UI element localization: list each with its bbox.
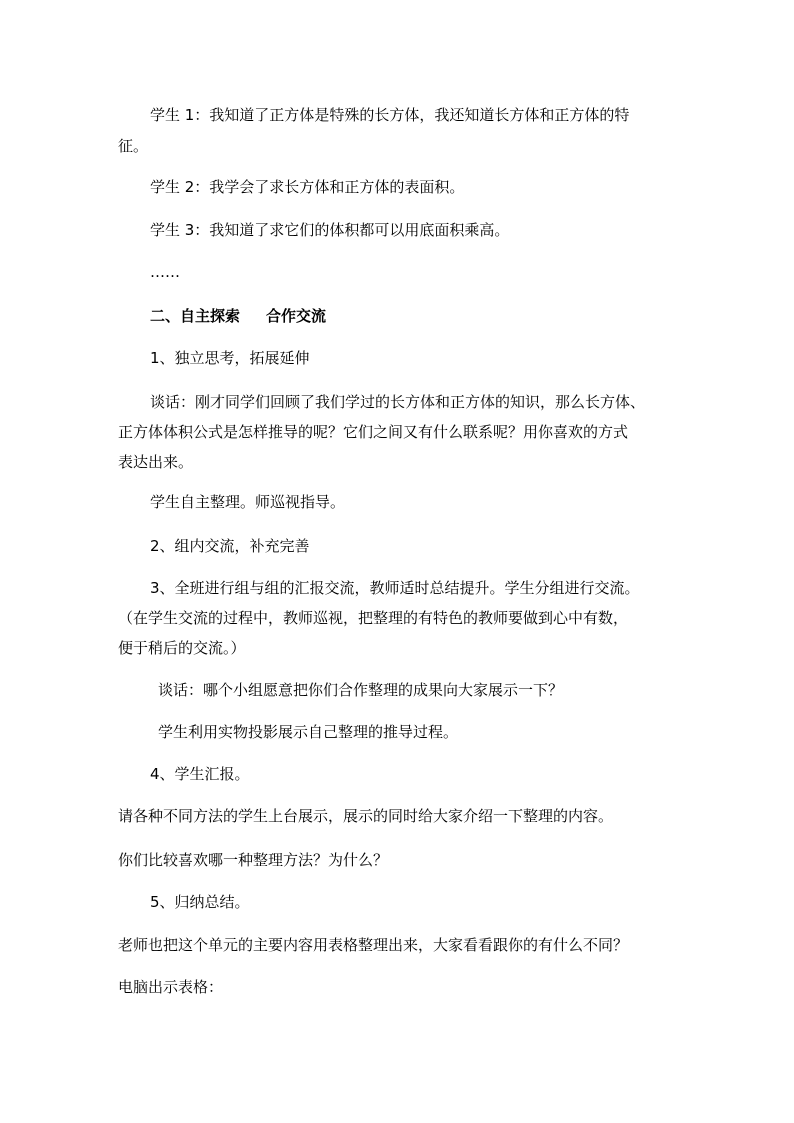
step-heading: 2、组内交流，补充完善 <box>150 537 310 555</box>
text-line: 你们比较喜欢哪一种整理方法？为什么？ <box>118 851 389 869</box>
text-line: （在学生交流的过程中，教师巡视，把整理的有特色的教师要做到心中有数， <box>118 609 629 627</box>
step-heading: 4、学生汇报。 <box>150 765 250 783</box>
text-line: 老师也把这个单元的主要内容用表格整理出来，大家看看跟你的有什么不同？ <box>118 936 629 954</box>
text-line: 学生自主整理。师巡视指导。 <box>150 493 346 511</box>
text-line: 正方体体积公式是怎样推导的呢？它们之间又有什么联系呢？用你喜欢的方式 <box>118 423 629 441</box>
text-line: 3、全班进行组与组的汇报交流，教师适时总结提升。学生分组进行交流。 <box>150 579 640 597</box>
section-heading <box>150 306 326 326</box>
text-line: 电脑出示表格： <box>118 978 224 996</box>
section-heading-part-1: 二、自主探索 <box>150 307 241 325</box>
text-line: 学生 3：我知道了求它们的体积都可以用底面积乘高。 <box>150 221 510 239</box>
text-line: 便于稍后的交流。） <box>118 639 246 657</box>
text-line: 学生 1：我知道了正方体是特殊的长方体，我还知道长方体和正方体的特 <box>150 106 630 124</box>
text-line: 学生 2：我学会了求长方体和正方体的表面积。 <box>150 178 465 196</box>
text-line: 请各种不同方法的学生上台展示，展示的同时给大家介绍一下整理的内容。 <box>118 807 614 825</box>
text-line: 谈话：刚才同学们回顾了我们学过的长方体和正方体的知识，那么长方体、 <box>150 393 646 411</box>
text-line: 征。 <box>118 137 149 155</box>
ellipsis: …… <box>150 263 180 281</box>
text-line: 谈话：哪个小组愿意把你们合作整理的成果向大家展示一下？ <box>158 681 564 699</box>
step-heading: 5、归纳总结。 <box>150 893 250 911</box>
section-heading-part-2: 合作交流 <box>266 307 327 325</box>
step-heading: 1、独立思考，拓展延伸 <box>150 349 310 367</box>
text-line: 表达出来。 <box>118 453 194 471</box>
text-line: 学生利用实物投影展示自己整理的推导过程。 <box>158 723 459 741</box>
